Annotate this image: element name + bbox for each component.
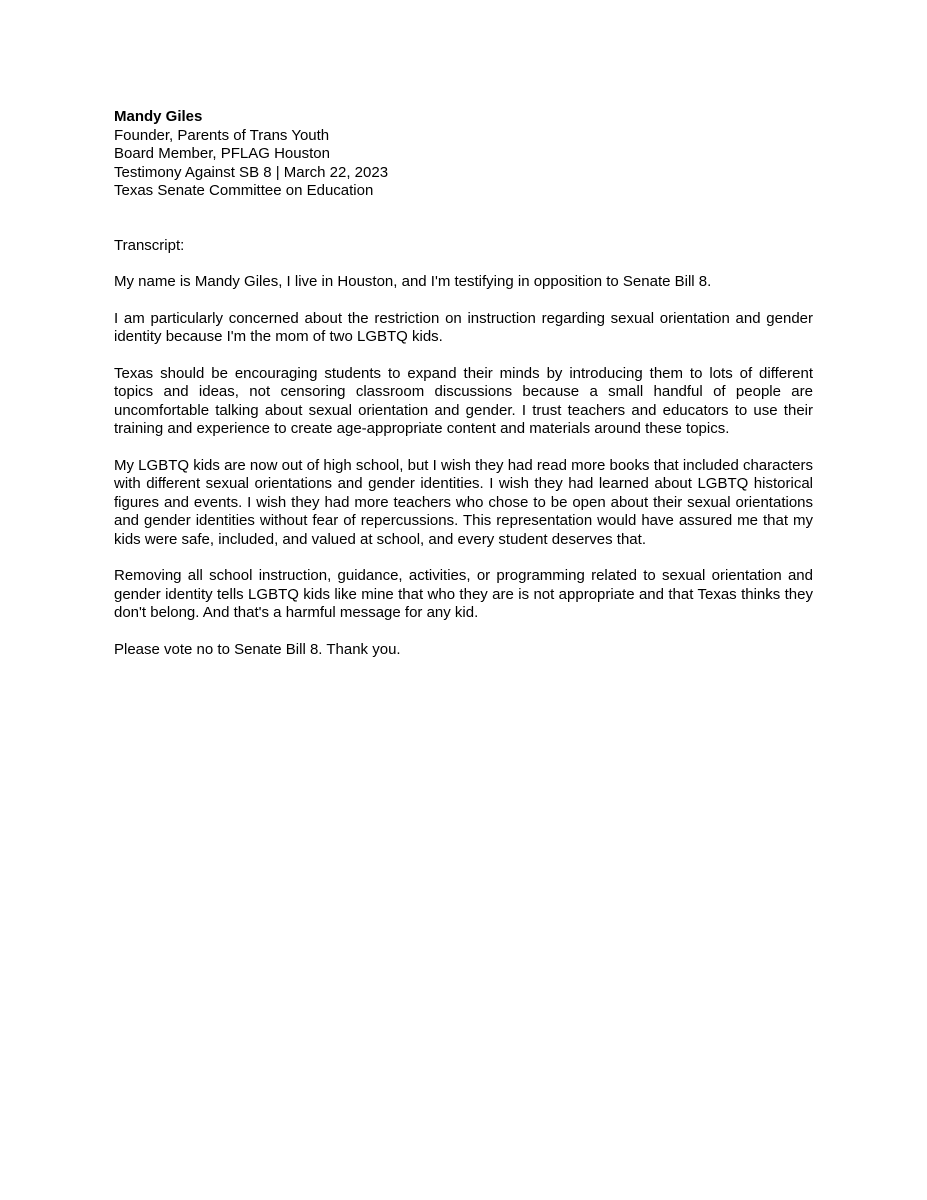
author-header [114,108,813,201]
transcript-paragraph: Texas should be encouraging students to expand their minds by introducing them to lots of different topics and ideas, not censoring classroom discussions because a small handful of people are uncomfortable talking about sexual orientation and gender. I trust teachers and educators to use their training and experience to create age-appropriate content and materials around these topics. [114,364,813,437]
transcript-paragraph: Removing all school instruction, guidance, activities, or programming related to sexual orientation and gender identity tells LGBTQ kids like mine that who they are is not appropriate and that Texas thinks they don't belong. And that's a harmful message for any kid. [114,567,813,621]
author-title-founder: Founder, Parents of Trans Youth [114,126,330,144]
author-title-board: Board Member, PFLAG Houston [114,145,330,162]
document-page [114,108,813,659]
transcript-paragraph: My LGBTQ kids are now out of high school, but I wish they had read more books that included characters with different sexual orientations and gender identities. I wish they had learned about LGBTQ historical figures and events. I wish they had more teachers who chose to be open about their sexual orientations and gender identities without fear of repercussions. This representation would have assured me that my kids were safe, included, and valued at school, and every student deserves that. [114,456,813,548]
transcript-paragraph: I am particularly concerned about the restriction on instruction regarding sexual orientation and gender identity because I'm the mom of two LGBTQ kids. [114,309,813,345]
committee-name: Texas Senate Committee on Education [114,182,374,199]
closing-statement: Please vote no to Senate Bill 8. Thank you. [114,640,401,658]
author-name: Mandy Giles [114,108,203,125]
transcript-paragraph: My name is Mandy Giles, I live in Houston, and I'm testifying in opposition to Senate Bill 8. [114,273,712,290]
testimony-subject-date: Testimony Against SB 8 | March 22, 2023 [114,163,389,181]
transcript-label: Transcript: [114,236,185,254]
